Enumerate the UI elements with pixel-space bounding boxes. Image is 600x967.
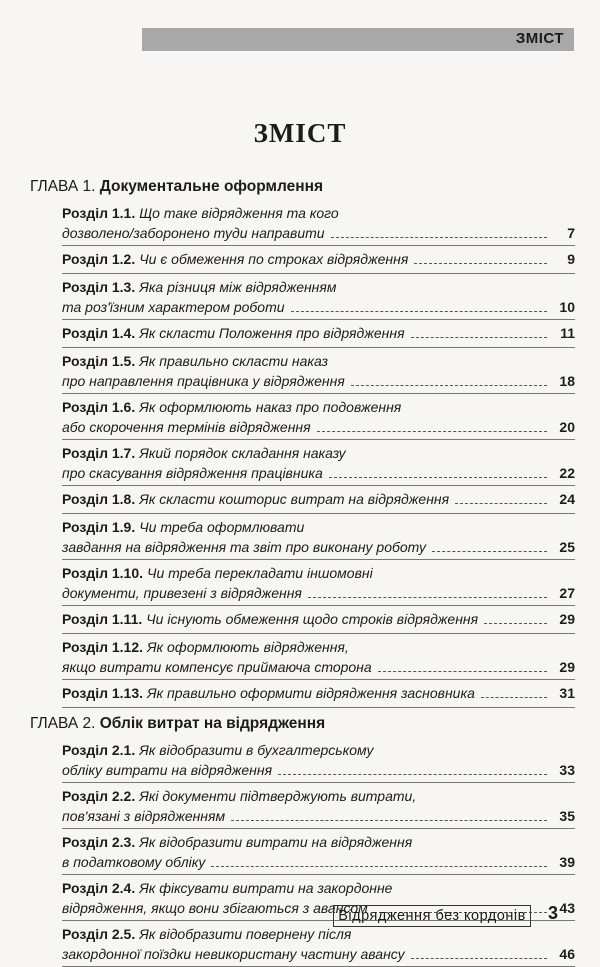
toc-entry-first-line <box>62 397 575 417</box>
section-number: Розділ 1.2. <box>62 251 136 267</box>
section-title-line: або скорочення термінів відрядження <box>62 419 311 435</box>
toc-entry[interactable] <box>62 443 575 483</box>
section-title-line: Як скласти кошторис витрат на відрядження <box>139 491 450 507</box>
section-title-line: закордонної поїздки невикористану частину авансу <box>62 946 405 962</box>
dot-leader <box>378 671 547 672</box>
page-title: ЗМІСТ <box>253 118 347 148</box>
toc-entry-first-line <box>62 832 575 852</box>
page-ref: 10 <box>559 299 575 315</box>
entry-divider <box>62 439 575 440</box>
section-title-line: в податковому обліку <box>62 854 206 870</box>
section-number: Розділ 1.4. <box>62 325 136 341</box>
section-title-line: Як правильно скласти наказ <box>139 353 329 369</box>
dot-leader <box>331 237 547 238</box>
chapter-heading <box>30 713 575 734</box>
entry-divider <box>62 679 575 680</box>
section-title-line: документи, привезені з відрядження <box>62 585 302 601</box>
dot-leader <box>211 866 547 867</box>
dot-leader <box>455 503 547 504</box>
section-title-line: Як скласти Положення про відрядження <box>139 325 405 341</box>
entry-divider <box>62 347 575 348</box>
toc-entry-first-line <box>62 277 575 297</box>
header-bar <box>142 28 574 51</box>
toc-entry-last-line <box>62 683 575 703</box>
section-title-line: про направлення працівника у відрядження <box>62 373 345 389</box>
chapter-block <box>30 176 575 705</box>
section-number: Розділ 2.5. <box>62 926 136 942</box>
toc-entry-last-line <box>62 417 575 437</box>
toc-entry[interactable] <box>62 351 575 391</box>
toc-entry[interactable] <box>62 683 575 705</box>
entry-divider <box>62 559 575 560</box>
section-title-line: Які документи підтверджують витрати, <box>139 788 417 804</box>
page-ref: 35 <box>559 808 575 824</box>
toc-entry[interactable] <box>62 563 575 603</box>
dot-leader <box>484 623 547 624</box>
toc-entry[interactable] <box>62 489 575 511</box>
section-number: Розділ 1.9. <box>62 519 136 535</box>
section-title-line: Як фіксувати витрати на закордонне <box>139 880 393 896</box>
section-title-line: дозволено/заборонено туди направити <box>62 225 325 241</box>
dot-leader <box>432 551 547 552</box>
section-title-line: Як відобразити в бухгалтерському <box>139 742 374 758</box>
toc-entry-first-line <box>62 351 575 371</box>
dot-leader <box>308 597 547 598</box>
page-ref: 25 <box>559 539 575 555</box>
section-number: Розділ 1.6. <box>62 399 136 415</box>
dot-leader <box>481 697 547 698</box>
chapter-label: ГЛАВА 2. <box>30 715 96 732</box>
section-title-line: Чи існують обмеження щодо строків відрядження <box>146 611 479 627</box>
entry-divider <box>62 707 575 708</box>
page-ref: 29 <box>559 611 575 627</box>
chapter-title: Облік витрат на відрядження <box>99 715 326 732</box>
section-title-line: Яка різниця між відрядженням <box>139 279 337 295</box>
page-ref: 43 <box>559 900 575 916</box>
section-number: Розділ 1.3. <box>62 279 136 295</box>
section-title-line: Чи треба оформлювати <box>139 519 305 535</box>
page-ref: 7 <box>567 225 575 241</box>
section-number: Розділ 2.4. <box>62 880 136 896</box>
dot-leader <box>317 431 547 432</box>
section-title-line: про скасування відрядження працівника <box>62 465 323 481</box>
page-ref: 39 <box>559 854 575 870</box>
page-ref: 24 <box>559 491 575 507</box>
toc-entry-last-line <box>62 371 575 391</box>
toc-entry[interactable] <box>62 740 575 780</box>
entry-divider <box>62 605 575 606</box>
section-title-line: Що таке відрядження та кого <box>139 205 339 221</box>
toc-entry-last-line <box>62 489 575 509</box>
section-number: Розділ 2.3. <box>62 834 136 850</box>
chapter-label: ГЛАВА 1. <box>30 178 96 195</box>
dot-leader <box>291 311 547 312</box>
toc-entry-first-line <box>62 637 575 657</box>
section-title-line: Чи треба перекладати іншомовні <box>147 565 373 581</box>
page-ref: 27 <box>559 585 575 601</box>
page-ref: 33 <box>559 762 575 778</box>
toc-entry[interactable] <box>62 203 575 243</box>
section-title-line: завдання на відрядження та звіт про виконану роботу <box>62 539 426 555</box>
chapter-heading <box>30 176 575 197</box>
toc-entry-first-line <box>62 740 575 760</box>
section-number: Розділ 1.7. <box>62 445 136 461</box>
entry-divider <box>62 319 575 320</box>
dot-leader <box>278 774 547 775</box>
dot-leader <box>414 263 547 264</box>
section-title-line: Як відобразити витрати на відрядження <box>139 834 413 850</box>
toc-entry[interactable] <box>62 277 575 317</box>
entry-divider <box>62 874 575 875</box>
toc-entry-last-line <box>62 323 575 343</box>
section-number: Розділ 1.12. <box>62 639 144 655</box>
section-title-line: обліку витрати на відрядження <box>62 762 273 778</box>
section-number: Розділ 1.11. <box>62 611 143 627</box>
section-number: Розділ 1.8. <box>62 491 136 507</box>
dot-leader <box>351 385 547 386</box>
entry-divider <box>62 273 575 274</box>
section-number: Розділ 1.1. <box>62 205 136 221</box>
page-ref: 18 <box>559 373 575 389</box>
section-number: Розділ 2.1. <box>62 742 136 758</box>
toc-entry-last-line <box>62 297 575 317</box>
running-header: ЗМІСТ <box>515 30 564 47</box>
toc-entry-last-line <box>62 223 575 243</box>
page-ref: 9 <box>567 251 575 267</box>
section-number: Розділ 1.13. <box>62 685 144 701</box>
toc-entry-first-line <box>62 203 575 223</box>
toc-entry-first-line <box>62 878 575 898</box>
page-number: 3 <box>548 903 559 923</box>
section-number: Розділ 1.5. <box>62 353 136 369</box>
section-title-line: Як оформлюють відрядження, <box>147 639 349 655</box>
toc-entry[interactable] <box>62 609 575 631</box>
section-title-line: якщо витрати компенсує приймаюча сторона <box>62 659 372 675</box>
toc-entry[interactable] <box>62 249 575 271</box>
toc-entry-first-line <box>62 786 575 806</box>
page-ref: 29 <box>559 659 575 675</box>
toc-entry[interactable] <box>62 323 575 345</box>
toc-entry-last-line <box>62 463 575 483</box>
toc-entry-first-line <box>62 563 575 583</box>
section-title-line: відрядження, якщо вони збігаються з авансом <box>62 900 368 916</box>
toc-entry-last-line <box>62 852 575 872</box>
section-title-line: Чи є обмеження по строках відрядження <box>139 251 409 267</box>
section-number: Розділ 2.2. <box>62 788 136 804</box>
entry-divider <box>62 828 575 829</box>
entry-divider <box>62 245 575 246</box>
section-title-line: Як оформлюють наказ про подовження <box>139 399 402 415</box>
toc-entry-last-line <box>62 944 575 964</box>
toc-entry[interactable] <box>62 786 575 826</box>
section-title-line: Як правильно оформити відрядження засновника <box>147 685 475 701</box>
section-number: Розділ 1.10. <box>62 565 144 581</box>
page-ref: 20 <box>559 419 575 435</box>
toc-entry-first-line <box>62 517 575 537</box>
toc-entry-first-line <box>62 924 575 944</box>
toc-entry[interactable] <box>62 517 575 557</box>
entry-divider <box>62 633 575 634</box>
toc-entry[interactable] <box>62 397 575 437</box>
entry-divider <box>62 485 575 486</box>
dot-leader <box>231 820 547 821</box>
entry-divider <box>62 782 575 783</box>
entry-divider <box>62 393 575 394</box>
table-of-contents <box>30 176 575 964</box>
toc-entry-last-line <box>62 609 575 629</box>
toc-entry-last-line <box>62 657 575 677</box>
toc-entry[interactable] <box>62 924 575 964</box>
section-title-line: Який порядок складання наказу <box>139 445 346 461</box>
toc-entry-last-line <box>62 806 575 826</box>
section-title-line: та роз'їзним характером роботи <box>62 299 285 315</box>
toc-entry[interactable] <box>62 832 575 872</box>
toc-entry-last-line <box>62 760 575 780</box>
dot-leader <box>411 958 547 959</box>
page-ref: 11 <box>560 325 575 341</box>
entry-divider <box>62 513 575 514</box>
toc-entry-last-line <box>62 249 575 269</box>
toc-entry-first-line <box>62 443 575 463</box>
page-ref: 31 <box>559 685 575 701</box>
page-ref: 22 <box>559 465 575 481</box>
toc-entry[interactable] <box>62 637 575 677</box>
section-title-line: Як відобразити повернену після <box>139 926 352 942</box>
section-title-line: пов'язані з відрядженням <box>62 808 226 824</box>
dot-leader <box>329 477 547 478</box>
page-ref: 46 <box>559 946 575 962</box>
dot-leader <box>411 337 547 338</box>
toc-entry-last-line <box>62 537 575 557</box>
footer-book-title: Відрядження без кордонів <box>333 905 531 927</box>
toc-entry-last-line <box>62 583 575 603</box>
chapter-title: Документальне оформлення <box>99 178 324 195</box>
